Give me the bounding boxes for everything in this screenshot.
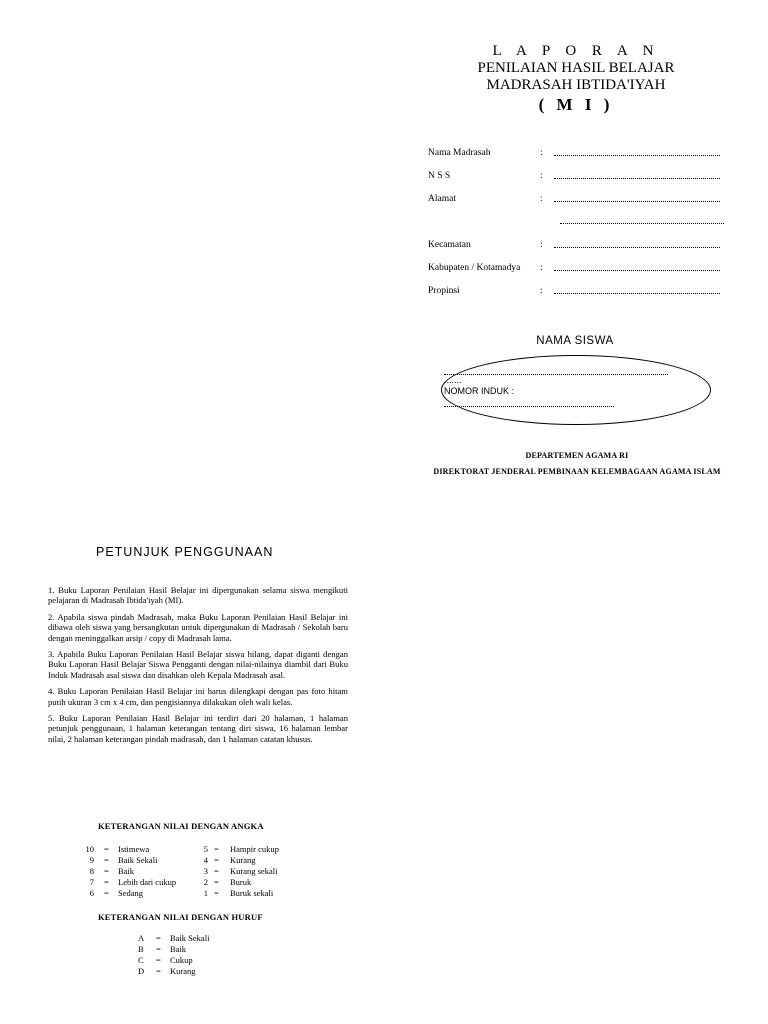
equals-sign: = (214, 877, 219, 887)
short-dots: ....... (444, 375, 462, 385)
letter-row (138, 933, 258, 944)
grade-desc: Kurang (170, 966, 196, 976)
grade-number: 3 (203, 866, 208, 876)
grade-row (82, 877, 322, 888)
equals-sign: = (156, 966, 161, 976)
grade-letter: A (138, 933, 145, 943)
field-label: Kecamatan (428, 240, 471, 250)
grade-number: 2 (203, 877, 208, 887)
field-kabupaten (428, 262, 728, 274)
field-alamat-continued (428, 215, 728, 227)
grade-desc: Istimewa (118, 844, 150, 854)
letter-row (138, 966, 258, 977)
grade-letter: D (138, 966, 145, 976)
instruction-item: 2. Apabila siswa pindah Madrasah, maka Buku Laporan Penilaian Hasil Belajar ini dibawa oleh siswa yang bersangkutan untuk dipergunakan di Madrasah / Sekolah baru dengan meninggalkan arsip / copy di Madrasah lama. (48, 611, 348, 643)
grade-row (82, 855, 322, 866)
grade-row (82, 844, 322, 855)
grade-number: 7 (89, 877, 94, 887)
grade-desc: Buruk sekali (230, 888, 274, 898)
field-nama-madrasah (428, 147, 728, 159)
equals-sign: = (156, 944, 161, 954)
instruction-item: 5. Buku Laporan Penilaian Hasil Belajar ini terdiri dari 20 halaman, 1 halaman petunjuk penggunaan, 1 halaman keterangan tentang diri siswa, 16 halaman lembar nilai, 2 halaman keterangan pindah madrasah, dan 1 halaman catatan khusus. (48, 713, 348, 744)
grade-desc: Baik (118, 866, 135, 876)
field-colon: : (540, 263, 543, 273)
instruction-item: 4. Buku Laporan Penilaian Hasil Belajar ini harus dilengkapi dengan pas foto hitam putih ukuran 3 cm x 4 cm, dan pengisiannya dilakukan oleh wali kelas. (48, 686, 348, 707)
student-name-box (444, 365, 709, 409)
grade-number: 8 (89, 866, 94, 876)
letter-row (138, 944, 258, 955)
grade-letter: C (138, 955, 144, 965)
equals-sign: = (214, 866, 219, 876)
equals-sign: = (104, 888, 109, 898)
nomor-induk-label: NOMOR INDUK : (444, 386, 515, 396)
student-name-line[interactable] (444, 365, 668, 375)
numeric-grade-table (82, 844, 322, 899)
grade-desc: Sedang (118, 888, 144, 898)
equals-sign: = (214, 855, 219, 865)
letter-row (138, 955, 258, 966)
letter-grade-title: KETERANGAN NILAI DENGAN HURUF (98, 912, 263, 922)
field-label: Kabupaten / Kotamadya (428, 263, 521, 273)
title-penilaian: PENILAIAN HASIL BELAJAR (477, 60, 675, 76)
field-colon: : (540, 286, 543, 296)
grade-desc: Buruk (230, 877, 252, 887)
title-mi: ( M I ) (538, 95, 614, 114)
equals-sign: = (214, 844, 219, 854)
grade-number: 1 (203, 888, 208, 898)
grade-desc: Lebih dari cukup (118, 877, 177, 887)
instructions-list (48, 585, 348, 750)
field-label: Propinsi (428, 286, 460, 296)
field-alamat (428, 193, 728, 205)
department-block (415, 448, 739, 480)
field-kecamatan (428, 239, 728, 251)
department-name: DEPARTEMEN AGAMA RI (525, 451, 629, 460)
grade-row (82, 888, 322, 899)
field-label: Nama Madrasah (428, 148, 491, 158)
equals-sign: = (156, 955, 161, 965)
fill-in-line[interactable] (554, 262, 720, 271)
field-propinsi (428, 285, 728, 297)
grade-number: 10 (85, 844, 94, 854)
field-colon: : (540, 240, 543, 250)
grade-desc: Cukup (170, 955, 193, 965)
report-title-block (400, 42, 752, 116)
field-colon: : (540, 194, 543, 204)
instructions-title: PETUNJUK PENGGUNAAN (96, 545, 274, 559)
grade-number: 5 (203, 844, 208, 854)
fill-in-line[interactable] (554, 239, 720, 248)
equals-sign: = (214, 888, 219, 898)
grade-row (82, 866, 322, 877)
grade-desc: Kurang sekali (230, 866, 278, 876)
equals-sign: = (104, 866, 109, 876)
nomor-induk-line[interactable] (444, 397, 614, 407)
equals-sign: = (156, 933, 161, 943)
fill-in-line[interactable] (554, 170, 720, 179)
fill-in-line[interactable] (554, 193, 720, 202)
letter-grade-table (138, 933, 258, 977)
title-madrasah: MADRASAH IBTIDA'IYAH (486, 77, 666, 93)
equals-sign: = (104, 844, 109, 854)
student-name-heading: NAMA SISWA (536, 335, 614, 347)
equals-sign: = (104, 877, 109, 887)
field-nss (428, 170, 728, 182)
grade-number: 4 (203, 855, 208, 865)
numeric-grade-title: KETERANGAN NILAI DENGAN ANGKA (98, 821, 264, 831)
instruction-item: 1. Buku Laporan Penilaian Hasil Belajar ini dipergunakan selama siswa mengikuti pelajaran di Madrasah Ibtida'iyah (MI). (48, 585, 348, 606)
field-label: Alamat (428, 194, 456, 204)
field-label: N S S (428, 171, 451, 181)
grade-desc: Baik (170, 944, 187, 954)
fill-in-line[interactable] (554, 285, 720, 294)
title-laporan: L A P O R A N (492, 43, 660, 59)
directorate-name: DIREKTORAT JENDERAL PEMBINAAN KELEMBAGAAN AGAMA ISLAM (433, 467, 721, 476)
field-colon: : (540, 148, 543, 158)
instruction-item: 3. Apabila Buku Laporan Penilaian Hasil Belajar siswa hilang, dapat diganti dengan Buku Laporan Hasil Belajar Siswa Pengganti dengan nilai-nilainya diambil dari Buku Induk Madrasah asal siswa dan disahkan oleh Kepala Madrasah asal. (48, 649, 348, 680)
equals-sign: = (104, 855, 109, 865)
grade-letter: B (138, 944, 144, 954)
grade-desc: Baik Sekali (170, 933, 210, 943)
fill-in-line[interactable] (554, 147, 720, 156)
grade-desc: Hampir cukup (230, 844, 279, 854)
fill-in-line[interactable] (560, 215, 724, 224)
field-colon: : (540, 171, 543, 181)
grade-desc: Kurang (230, 855, 256, 865)
grade-number: 9 (89, 855, 94, 865)
grade-desc: Baik Sekali (118, 855, 158, 865)
grade-number: 6 (89, 888, 94, 898)
